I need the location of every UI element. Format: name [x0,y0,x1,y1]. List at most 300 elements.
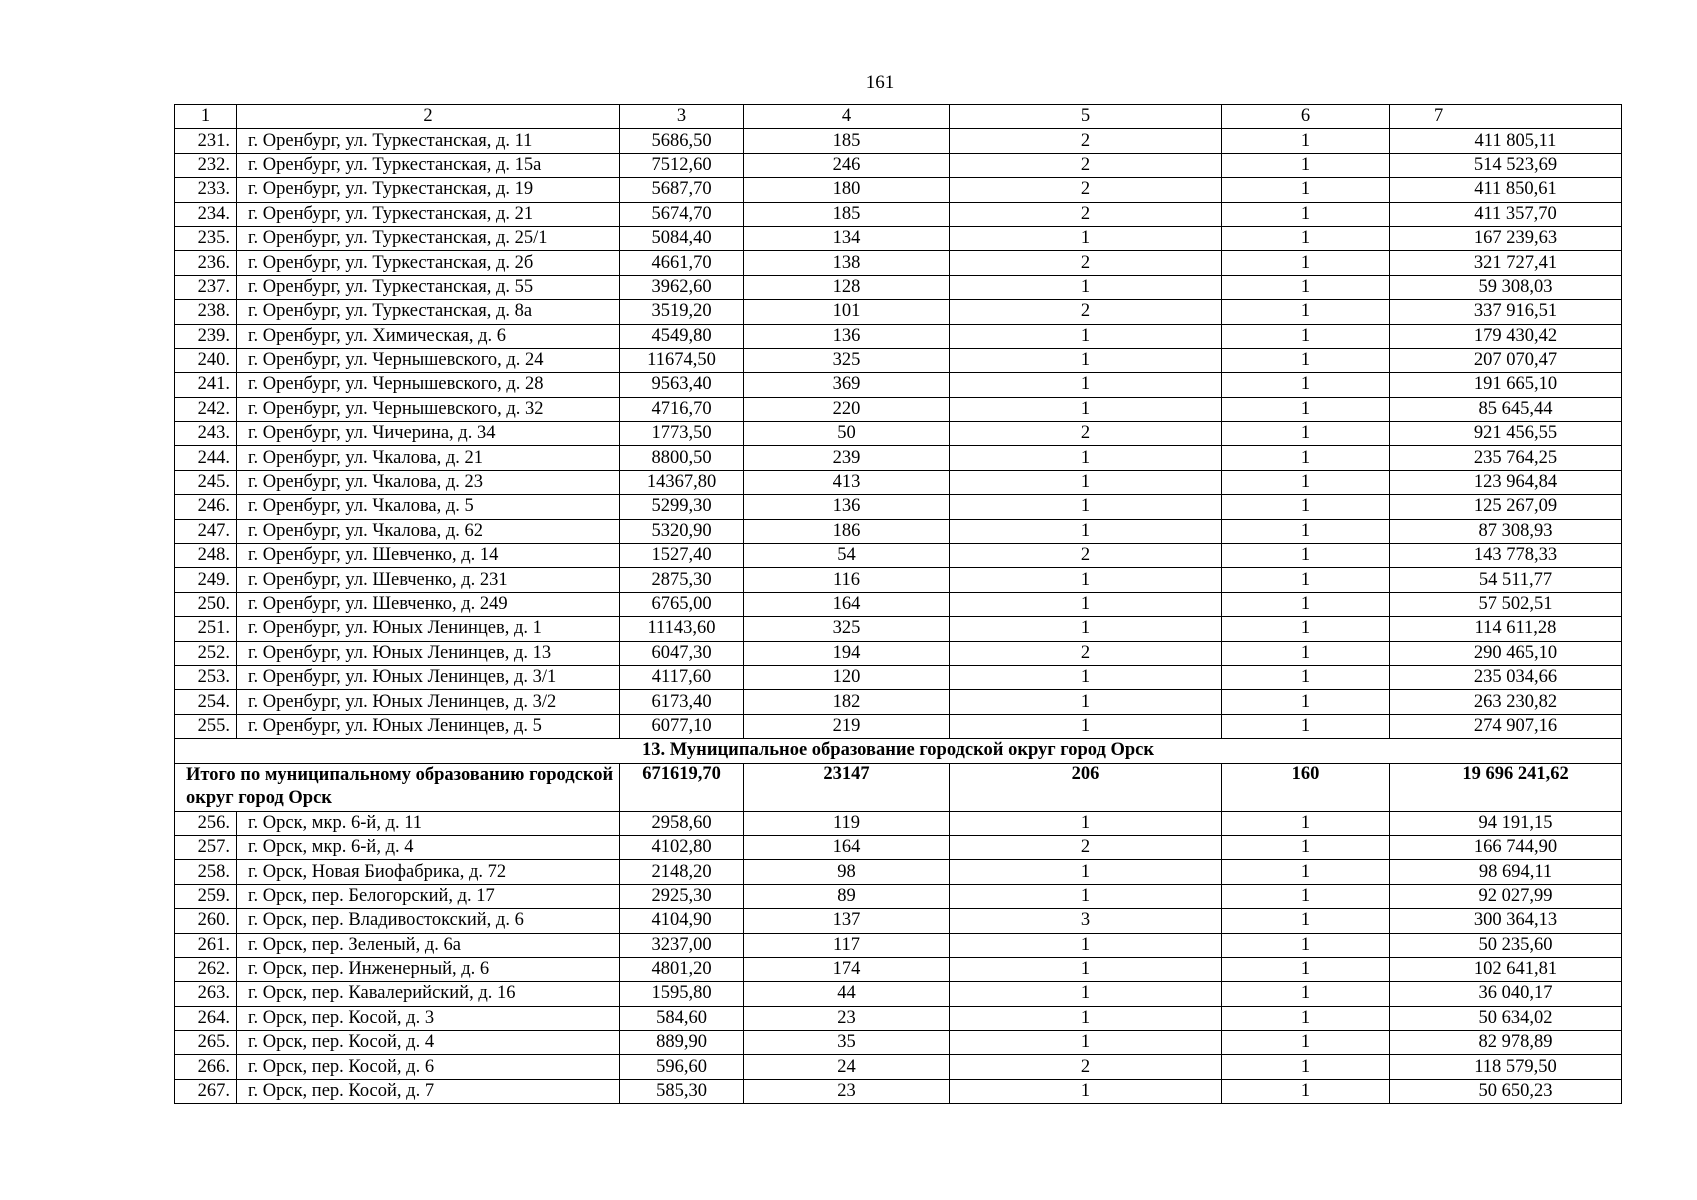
address-cell: г. Орск, пер. Косой, д. 6 [237,1055,620,1079]
area-cell: 1595,80 [620,982,744,1006]
col5-cell: 2 [950,178,1222,202]
address-cell: г. Орск, пер. Косой, д. 7 [237,1079,620,1103]
table-row [175,909,1622,933]
cost-cell: 54 511,77 [1390,568,1622,592]
col6-cell: 1 [1222,1079,1390,1103]
table-row [175,933,1622,957]
table-row [175,1006,1622,1030]
cost-cell: 337 916,51 [1390,300,1622,324]
address-cell: г. Орск, пер. Косой, д. 4 [237,1031,620,1055]
address-cell: г. Оренбург, ул. Чернышевского, д. 24 [237,348,620,372]
total-col6: 160 [1222,763,1390,811]
address-cell: г. Орск, пер. Белогорский, д. 17 [237,884,620,908]
row-number-cell: 249. [175,568,237,592]
col5-cell: 1 [950,592,1222,616]
section-orsk [175,739,1622,811]
table-row [175,1031,1622,1055]
address-cell: г. Оренбург, ул. Туркестанская, д. 15а [237,153,620,177]
col4-cell: 186 [744,519,950,543]
table-row [175,1055,1622,1079]
row-number-cell: 263. [175,982,237,1006]
table-row [175,495,1622,519]
column-header: 3 [620,105,744,129]
area-cell: 11674,50 [620,348,744,372]
col5-cell: 1 [950,933,1222,957]
area-cell: 9563,40 [620,373,744,397]
col4-cell: 23 [744,1006,950,1030]
address-cell: г. Оренбург, ул. Химическая, д. 6 [237,324,620,348]
col4-cell: 101 [744,300,950,324]
col6-cell: 1 [1222,568,1390,592]
cost-cell: 411 357,70 [1390,202,1622,226]
cost-cell: 274 907,16 [1390,714,1622,738]
col5-cell: 1 [950,226,1222,250]
cost-cell: 57 502,51 [1390,592,1622,616]
table-row [175,470,1622,494]
area-cell: 3519,20 [620,300,744,324]
col6-cell: 1 [1222,153,1390,177]
area-cell: 889,90 [620,1031,744,1055]
col6-cell: 1 [1222,226,1390,250]
area-cell: 11143,60 [620,617,744,641]
cost-cell: 191 665,10 [1390,373,1622,397]
row-number-cell: 262. [175,957,237,981]
col4-cell: 369 [744,373,950,397]
area-cell: 4117,60 [620,665,744,689]
cost-cell: 235 034,66 [1390,665,1622,689]
table-row [175,641,1622,665]
area-cell: 4801,20 [620,957,744,981]
area-cell: 5687,70 [620,178,744,202]
row-number-cell: 244. [175,446,237,470]
address-cell: г. Оренбург, ул. Туркестанская, д. 21 [237,202,620,226]
table-row [175,129,1622,153]
total-col4: 23147 [744,763,950,811]
cost-cell: 167 239,63 [1390,226,1622,250]
col4-cell: 44 [744,982,950,1006]
area-cell: 5320,90 [620,519,744,543]
col4-cell: 164 [744,592,950,616]
row-number-cell: 257. [175,835,237,859]
row-number-cell: 256. [175,811,237,835]
col5-cell: 1 [950,714,1222,738]
row-number-cell: 246. [175,495,237,519]
col4-cell: 128 [744,275,950,299]
col5-cell: 2 [950,835,1222,859]
col5-cell: 3 [950,909,1222,933]
col4-cell: 134 [744,226,950,250]
row-number-cell: 242. [175,397,237,421]
area-cell: 585,30 [620,1079,744,1103]
table-body-orsk [175,811,1622,1104]
col5-cell: 2 [950,422,1222,446]
col5-cell: 2 [950,202,1222,226]
row-number-cell: 231. [175,129,237,153]
col6-cell: 1 [1222,884,1390,908]
row-number-cell: 255. [175,714,237,738]
table-row [175,982,1622,1006]
col5-cell: 2 [950,1055,1222,1079]
section-title: 13. Муниципальное образование городской округ город Орск [175,739,1622,763]
row-number-cell: 253. [175,665,237,689]
row-number-cell: 240. [175,348,237,372]
row-number-cell: 235. [175,226,237,250]
col4-cell: 54 [744,544,950,568]
column-number-row [175,105,1622,129]
col6-cell: 1 [1222,811,1390,835]
col4-cell: 24 [744,1055,950,1079]
table-row [175,446,1622,470]
col5-cell: 2 [950,300,1222,324]
address-cell: г. Орск, пер. Инженерный, д. 6 [237,957,620,981]
col5-cell: 1 [950,470,1222,494]
address-cell: г. Орск, Новая Биофабрика, д. 72 [237,860,620,884]
col6-cell: 1 [1222,178,1390,202]
col5-cell: 1 [950,884,1222,908]
col5-cell: 1 [950,982,1222,1006]
col4-cell: 116 [744,568,950,592]
col6-cell: 1 [1222,665,1390,689]
area-cell: 1773,50 [620,422,744,446]
col6-cell: 1 [1222,348,1390,372]
col5-cell: 1 [950,860,1222,884]
col4-cell: 185 [744,202,950,226]
row-number-cell: 251. [175,617,237,641]
table-row [175,860,1622,884]
cost-cell: 179 430,42 [1390,324,1622,348]
cost-cell: 36 040,17 [1390,982,1622,1006]
col4-cell: 325 [744,617,950,641]
total-area: 671619,70 [620,763,744,811]
area-cell: 4104,90 [620,909,744,933]
col4-cell: 246 [744,153,950,177]
col5-cell: 2 [950,129,1222,153]
table-row [175,544,1622,568]
col6-cell: 1 [1222,617,1390,641]
col5-cell: 1 [950,957,1222,981]
col5-cell: 1 [950,1079,1222,1103]
row-number-cell: 248. [175,544,237,568]
col5-cell: 1 [950,348,1222,372]
col6-cell: 1 [1222,957,1390,981]
col6-cell: 1 [1222,275,1390,299]
table-row [175,665,1622,689]
row-number-cell: 259. [175,884,237,908]
address-cell: г. Орск, пер. Зеленый, д. 6а [237,933,620,957]
area-cell: 5674,70 [620,202,744,226]
table-row [175,884,1622,908]
table-row [175,519,1622,543]
row-number-cell: 254. [175,690,237,714]
area-cell: 6077,10 [620,714,744,738]
address-cell: г. Орск, пер. Косой, д. 3 [237,1006,620,1030]
col6-cell: 1 [1222,470,1390,494]
area-cell: 5084,40 [620,226,744,250]
cost-cell: 82 978,89 [1390,1031,1622,1055]
col5-cell: 1 [950,495,1222,519]
col5-cell: 1 [950,1006,1222,1030]
col4-cell: 174 [744,957,950,981]
col6-cell: 1 [1222,324,1390,348]
row-number-cell: 245. [175,470,237,494]
row-number-cell: 237. [175,275,237,299]
row-number-cell: 247. [175,519,237,543]
cost-cell: 50 235,60 [1390,933,1622,957]
row-number-cell: 239. [175,324,237,348]
row-number-cell: 264. [175,1006,237,1030]
column-header: 7 [1390,105,1622,129]
address-cell: г. Оренбург, ул. Туркестанская, д. 55 [237,275,620,299]
area-cell: 3962,60 [620,275,744,299]
area-cell: 4102,80 [620,835,744,859]
col6-cell: 1 [1222,446,1390,470]
address-cell: г. Орск, пер. Владивостокский, д. 6 [237,909,620,933]
address-cell: г. Оренбург, ул. Чкалова, д. 5 [237,495,620,519]
cost-cell: 166 744,90 [1390,835,1622,859]
col4-cell: 23 [744,1079,950,1103]
col5-cell: 2 [950,153,1222,177]
col5-cell: 1 [950,324,1222,348]
cost-cell: 321 727,41 [1390,251,1622,275]
cost-cell: 92 027,99 [1390,884,1622,908]
area-cell: 6047,30 [620,641,744,665]
col6-cell: 1 [1222,909,1390,933]
col6-cell: 1 [1222,860,1390,884]
col5-cell: 1 [950,397,1222,421]
page-number: 161 [865,72,895,93]
cost-cell: 118 579,50 [1390,1055,1622,1079]
row-number-cell: 266. [175,1055,237,1079]
table-row [175,178,1622,202]
col4-cell: 219 [744,714,950,738]
area-cell: 2875,30 [620,568,744,592]
col6-cell: 1 [1222,714,1390,738]
address-cell: г. Оренбург, ул. Шевченко, д. 249 [237,592,620,616]
address-cell: г. Оренбург, ул. Чкалова, д. 23 [237,470,620,494]
row-number-cell: 238. [175,300,237,324]
col5-cell: 1 [950,275,1222,299]
address-cell: г. Оренбург, ул. Шевченко, д. 231 [237,568,620,592]
area-cell: 5299,30 [620,495,744,519]
col6-cell: 1 [1222,1055,1390,1079]
area-cell: 3237,00 [620,933,744,957]
cost-cell: 263 230,82 [1390,690,1622,714]
area-cell: 6765,00 [620,592,744,616]
column-header: 5 [950,105,1222,129]
area-cell: 4549,80 [620,324,744,348]
row-number-cell: 260. [175,909,237,933]
row-number-cell: 267. [175,1079,237,1103]
col4-cell: 50 [744,422,950,446]
address-cell: г. Оренбург, ул. Туркестанская, д. 2б [237,251,620,275]
address-cell: г. Орск, пер. Кавалерийский, д. 16 [237,982,620,1006]
col6-cell: 1 [1222,495,1390,519]
area-cell: 1527,40 [620,544,744,568]
table-row [175,568,1622,592]
address-cell: г. Орск, мкр. 6-й, д. 11 [237,811,620,835]
section-heading-row [175,739,1622,763]
cost-cell: 102 641,81 [1390,957,1622,981]
table-row [175,835,1622,859]
col4-cell: 180 [744,178,950,202]
table-row [175,226,1622,250]
address-cell: г. Орск, мкр. 6-й, д. 4 [237,835,620,859]
address-cell: г. Оренбург, ул. Юных Ленинцев, д. 3/2 [237,690,620,714]
col4-cell: 136 [744,324,950,348]
table-row [175,617,1622,641]
table-row [175,348,1622,372]
table-row [175,275,1622,299]
cost-cell: 125 267,09 [1390,495,1622,519]
row-number-cell: 234. [175,202,237,226]
col6-cell: 1 [1222,300,1390,324]
cost-cell: 94 191,15 [1390,811,1622,835]
area-cell: 2148,20 [620,860,744,884]
address-cell: г. Оренбург, ул. Шевченко, д. 14 [237,544,620,568]
cost-cell: 143 778,33 [1390,544,1622,568]
col4-cell: 325 [744,348,950,372]
cost-cell: 411 805,11 [1390,129,1622,153]
row-number-cell: 265. [175,1031,237,1055]
col4-cell: 120 [744,665,950,689]
cost-cell: 290 465,10 [1390,641,1622,665]
total-col5: 206 [950,763,1222,811]
col6-cell: 1 [1222,544,1390,568]
row-number-cell: 232. [175,153,237,177]
col5-cell: 1 [950,811,1222,835]
area-cell: 8800,50 [620,446,744,470]
col6-cell: 1 [1222,397,1390,421]
col5-cell: 2 [950,544,1222,568]
col5-cell: 2 [950,641,1222,665]
address-cell: г. Оренбург, ул. Туркестанская, д. 19 [237,178,620,202]
address-cell: г. Оренбург, ул. Чкалова, д. 62 [237,519,620,543]
address-cell: г. Оренбург, ул. Юных Ленинцев, д. 1 [237,617,620,641]
col6-cell: 1 [1222,251,1390,275]
cost-cell: 85 645,44 [1390,397,1622,421]
col4-cell: 194 [744,641,950,665]
total-label: Итого по муниципальному образованию городской округ город Орск [175,763,620,811]
cost-cell: 235 764,25 [1390,446,1622,470]
area-cell: 2958,60 [620,811,744,835]
row-number-cell: 243. [175,422,237,446]
table-row [175,592,1622,616]
col6-cell: 1 [1222,422,1390,446]
col4-cell: 220 [744,397,950,421]
cost-cell: 87 308,93 [1390,519,1622,543]
area-cell: 5686,50 [620,129,744,153]
address-cell: г. Оренбург, ул. Юных Ленинцев, д. 5 [237,714,620,738]
col4-cell: 98 [744,860,950,884]
area-cell: 7512,60 [620,153,744,177]
address-cell: г. Оренбург, ул. Чичерина, д. 34 [237,422,620,446]
column-header: 2 [237,105,620,129]
col6-cell: 1 [1222,1031,1390,1055]
area-cell: 2925,30 [620,884,744,908]
col4-cell: 89 [744,884,950,908]
col4-cell: 137 [744,909,950,933]
cost-cell: 98 694,11 [1390,860,1622,884]
col4-cell: 138 [744,251,950,275]
address-cell: г. Оренбург, ул. Чкалова, д. 21 [237,446,620,470]
row-number-cell: 258. [175,860,237,884]
area-cell: 6173,40 [620,690,744,714]
col6-cell: 1 [1222,982,1390,1006]
table-row [175,324,1622,348]
cost-cell: 514 523,69 [1390,153,1622,177]
col4-cell: 35 [744,1031,950,1055]
area-cell: 584,60 [620,1006,744,1030]
table-body-orenburg [175,129,1622,739]
row-number-cell: 241. [175,373,237,397]
row-number-cell: 236. [175,251,237,275]
address-cell: г. Оренбург, ул. Туркестанская, д. 25/1 [237,226,620,250]
row-number-cell: 233. [175,178,237,202]
table-row [175,1079,1622,1103]
table-row [175,373,1622,397]
address-cell: г. Оренбург, ул. Юных Ленинцев, д. 13 [237,641,620,665]
cost-cell: 207 070,47 [1390,348,1622,372]
registry-table [174,104,1622,1104]
table-row [175,811,1622,835]
table-row [175,397,1622,421]
address-cell: г. Оренбург, ул. Юных Ленинцев, д. 3/1 [237,665,620,689]
col5-cell: 1 [950,373,1222,397]
col6-cell: 1 [1222,933,1390,957]
row-number-cell: 261. [175,933,237,957]
cost-cell: 50 650,23 [1390,1079,1622,1103]
col5-cell: 1 [950,665,1222,689]
area-cell: 4716,70 [620,397,744,421]
table-row [175,714,1622,738]
table-row [175,300,1622,324]
total-cost: 19 696 241,62 [1390,763,1622,811]
col6-cell: 1 [1222,373,1390,397]
col4-cell: 119 [744,811,950,835]
col6-cell: 1 [1222,1006,1390,1030]
col5-cell: 1 [950,690,1222,714]
col4-cell: 182 [744,690,950,714]
col6-cell: 1 [1222,835,1390,859]
column-header: 1 [175,105,237,129]
table-row [175,202,1622,226]
col5-cell: 1 [950,568,1222,592]
cost-cell: 59 308,03 [1390,275,1622,299]
area-cell: 596,60 [620,1055,744,1079]
cost-cell: 300 364,13 [1390,909,1622,933]
col6-cell: 1 [1222,202,1390,226]
area-cell: 4661,70 [620,251,744,275]
column-header: 6 [1222,105,1390,129]
col5-cell: 1 [950,617,1222,641]
cost-cell: 114 611,28 [1390,617,1622,641]
col6-cell: 1 [1222,592,1390,616]
table-row [175,690,1622,714]
column-header: 4 [744,105,950,129]
cost-cell: 50 634,02 [1390,1006,1622,1030]
table-row [175,957,1622,981]
cost-cell: 123 964,84 [1390,470,1622,494]
col6-cell: 1 [1222,129,1390,153]
table-header [175,105,1622,129]
col5-cell: 2 [950,251,1222,275]
col4-cell: 136 [744,495,950,519]
row-number-cell: 250. [175,592,237,616]
table-row [175,153,1622,177]
address-cell: г. Оренбург, ул. Чернышевского, д. 28 [237,373,620,397]
col5-cell: 1 [950,519,1222,543]
col6-cell: 1 [1222,641,1390,665]
